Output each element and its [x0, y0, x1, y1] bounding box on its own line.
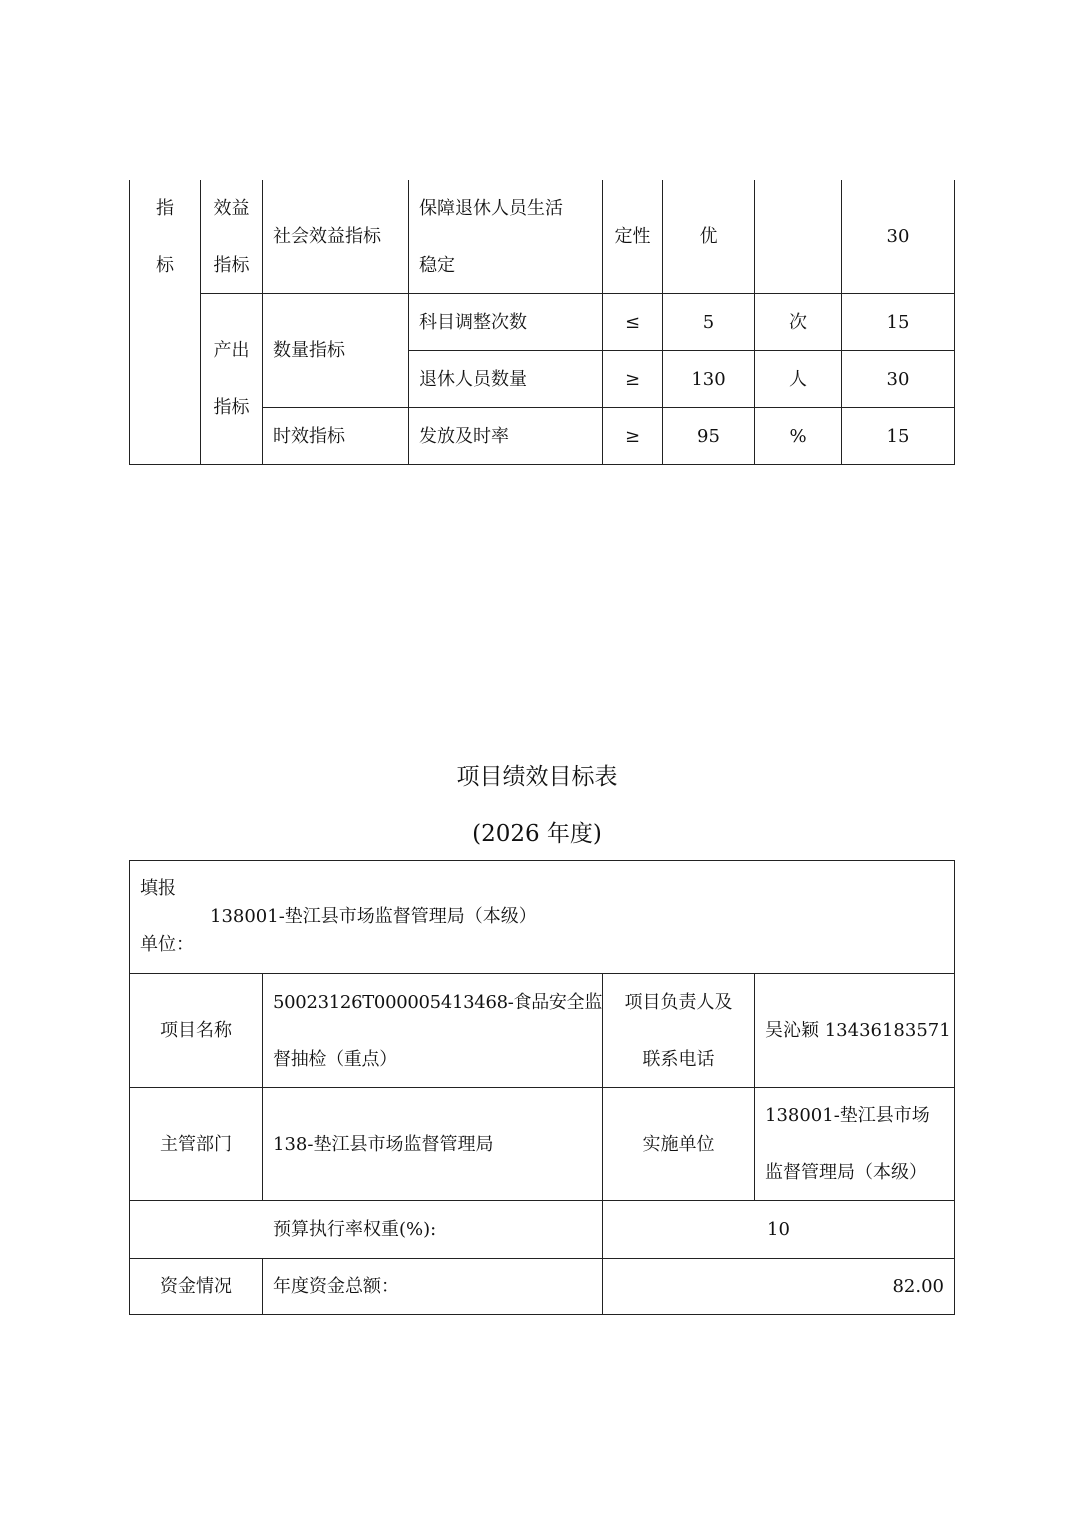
- unit-cell: 人: [754, 350, 842, 408]
- budget-weight-label: 预算执行率权重(%):: [129, 1200, 603, 1259]
- weight-cell: 30: [841, 350, 955, 408]
- operator-cell: ≥: [602, 407, 663, 465]
- impl-label: 实施单位: [602, 1087, 755, 1201]
- operator-cell: 定性: [602, 180, 663, 294]
- weight-cell: 15: [841, 407, 955, 465]
- level1-text: 指标: [213, 254, 250, 276]
- budget-weight-value: 10: [602, 1200, 955, 1259]
- category-text: 指: [156, 198, 174, 219]
- leader-value: 吴沁颖 13436183571: [754, 973, 955, 1088]
- indicator-cell: [408, 180, 603, 294]
- operator-cell: ≤: [602, 293, 663, 351]
- weight-cell: 30: [841, 180, 955, 294]
- operator-cell: ≥: [602, 350, 663, 408]
- filler-label: 填报: [140, 878, 176, 899]
- impl-text: 监督管理局（本级）: [765, 1162, 927, 1183]
- indicator-text: 保障退休人员生活: [419, 197, 563, 219]
- level2-cell: 社会效益指标: [262, 180, 409, 294]
- form-title: 项目绩效目标表: [456, 764, 618, 790]
- level1-text: 效益: [213, 197, 250, 219]
- category-cell: [129, 180, 201, 465]
- value-cell: 优: [662, 180, 755, 294]
- project-name-text: 50023126T000005413468-食品安全监: [273, 991, 603, 1013]
- filler-label: 单位：: [140, 934, 194, 955]
- filler-row: [129, 860, 955, 974]
- funds-total-value: 82.00: [602, 1258, 955, 1315]
- unit-cell: [754, 180, 842, 294]
- funds-label: 资金情况: [129, 1258, 263, 1315]
- funds-total-label: 年度资金总额：: [262, 1258, 603, 1315]
- value-cell: 5: [662, 293, 755, 351]
- level2-cell: 时效指标: [262, 407, 409, 465]
- value-cell: 130: [662, 350, 755, 408]
- unit-cell: %: [754, 407, 842, 465]
- weight-cell: 15: [841, 293, 955, 351]
- filler-value: 138001-垫江县市场监督管理局（本级）: [210, 906, 537, 927]
- form-subtitle: (2026 年度): [472, 821, 602, 847]
- level1-text: 产出指标: [213, 340, 250, 418]
- category-text: 标: [156, 255, 174, 276]
- level1-cell: [200, 293, 263, 465]
- project-name-cell: [262, 973, 603, 1088]
- leader-label-text: 项目负责人及: [624, 991, 733, 1013]
- unit-cell: 次: [754, 293, 842, 351]
- impl-value: [754, 1087, 955, 1201]
- leader-label: [602, 973, 755, 1088]
- dept-value: 138-垫江县市场监督管理局: [262, 1087, 603, 1201]
- level2-cell: 数量指标: [262, 293, 409, 408]
- indicator-cell: 退休人员数量: [408, 350, 603, 408]
- indicator-text: 稳定: [419, 254, 455, 276]
- indicator-cell: 科目调整次数: [408, 293, 603, 351]
- project-name-label: 项目名称: [129, 973, 263, 1088]
- level1-cell: [200, 180, 263, 294]
- dept-label: 主管部门: [129, 1087, 263, 1201]
- project-name-text: 督抽检（重点）: [273, 1048, 397, 1070]
- leader-label-text: 联系电话: [642, 1048, 715, 1070]
- impl-text: 138001-垫江县市场: [765, 1105, 930, 1126]
- value-cell: 95: [662, 407, 755, 465]
- indicator-cell: 发放及时率: [408, 407, 603, 465]
